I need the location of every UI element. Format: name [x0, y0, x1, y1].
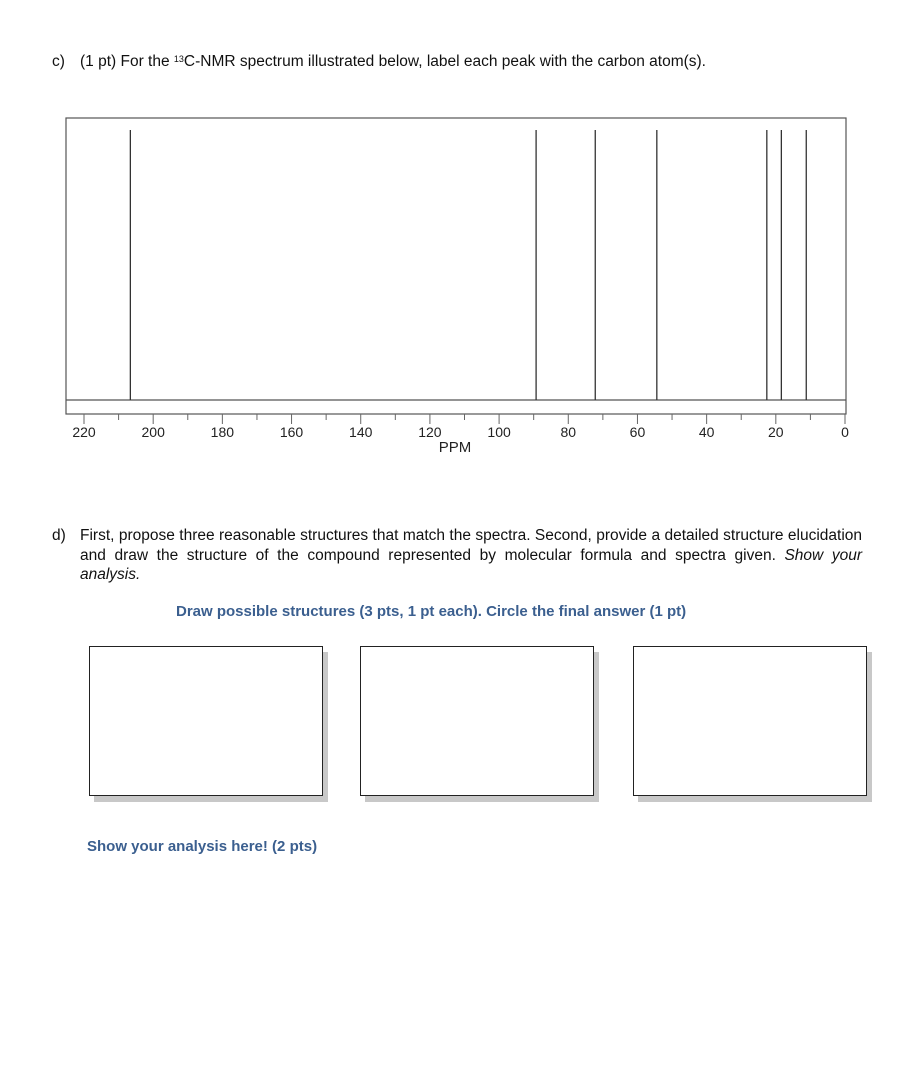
nmr-spectrum-chart [0, 0, 918, 480]
question-d [52, 526, 862, 585]
x-tick-label-160: 160 [279, 424, 304, 440]
question-d-label: d) [52, 527, 66, 544]
x-tick-label-220: 220 [72, 424, 96, 440]
x-tick-label-60: 60 [629, 424, 646, 440]
x-tick-label-180: 180 [210, 424, 235, 440]
structure-box-3[interactable] [633, 646, 867, 796]
analysis-heading: Show your analysis here! (2 pts) [87, 838, 318, 855]
x-tick-label-200: 200 [141, 424, 165, 440]
question-d-text: First, propose three reasonable structures that match the spectra. Second, provide a detailed structure elucidation and draw the structure of the compound represented by molecular formula and spectra given. [80, 527, 862, 564]
spectrum-frame [66, 118, 846, 414]
x-tick-label-120: 120 [418, 424, 442, 440]
isotope-superscript: 13 [173, 54, 184, 64]
x-tick-label-40: 40 [698, 424, 715, 440]
structure-box-1[interactable] [89, 646, 323, 796]
question-c-suffix: C-NMR spectrum illustrated below, label each peak with the carbon atom(s). [183, 53, 706, 70]
question-c-label: c) [52, 53, 65, 70]
structure-box-2[interactable] [360, 646, 594, 796]
x-tick-label-140: 140 [349, 424, 373, 440]
x-tick-label-80: 80 [560, 424, 577, 440]
x-tick-label-20: 20 [768, 424, 784, 440]
x-tick-label-100: 100 [487, 424, 511, 440]
x-tick-label-0: 0 [841, 424, 849, 440]
question-d-italic: Show your analysis. [80, 546, 862, 583]
x-axis-label: PPM [438, 439, 472, 456]
question-c-prefix: (1 pt) For the [80, 53, 174, 70]
draw-structures-heading: Draw possible structures (3 pts, 1 pt each). Circle the final answer (1 pt) [176, 603, 687, 620]
